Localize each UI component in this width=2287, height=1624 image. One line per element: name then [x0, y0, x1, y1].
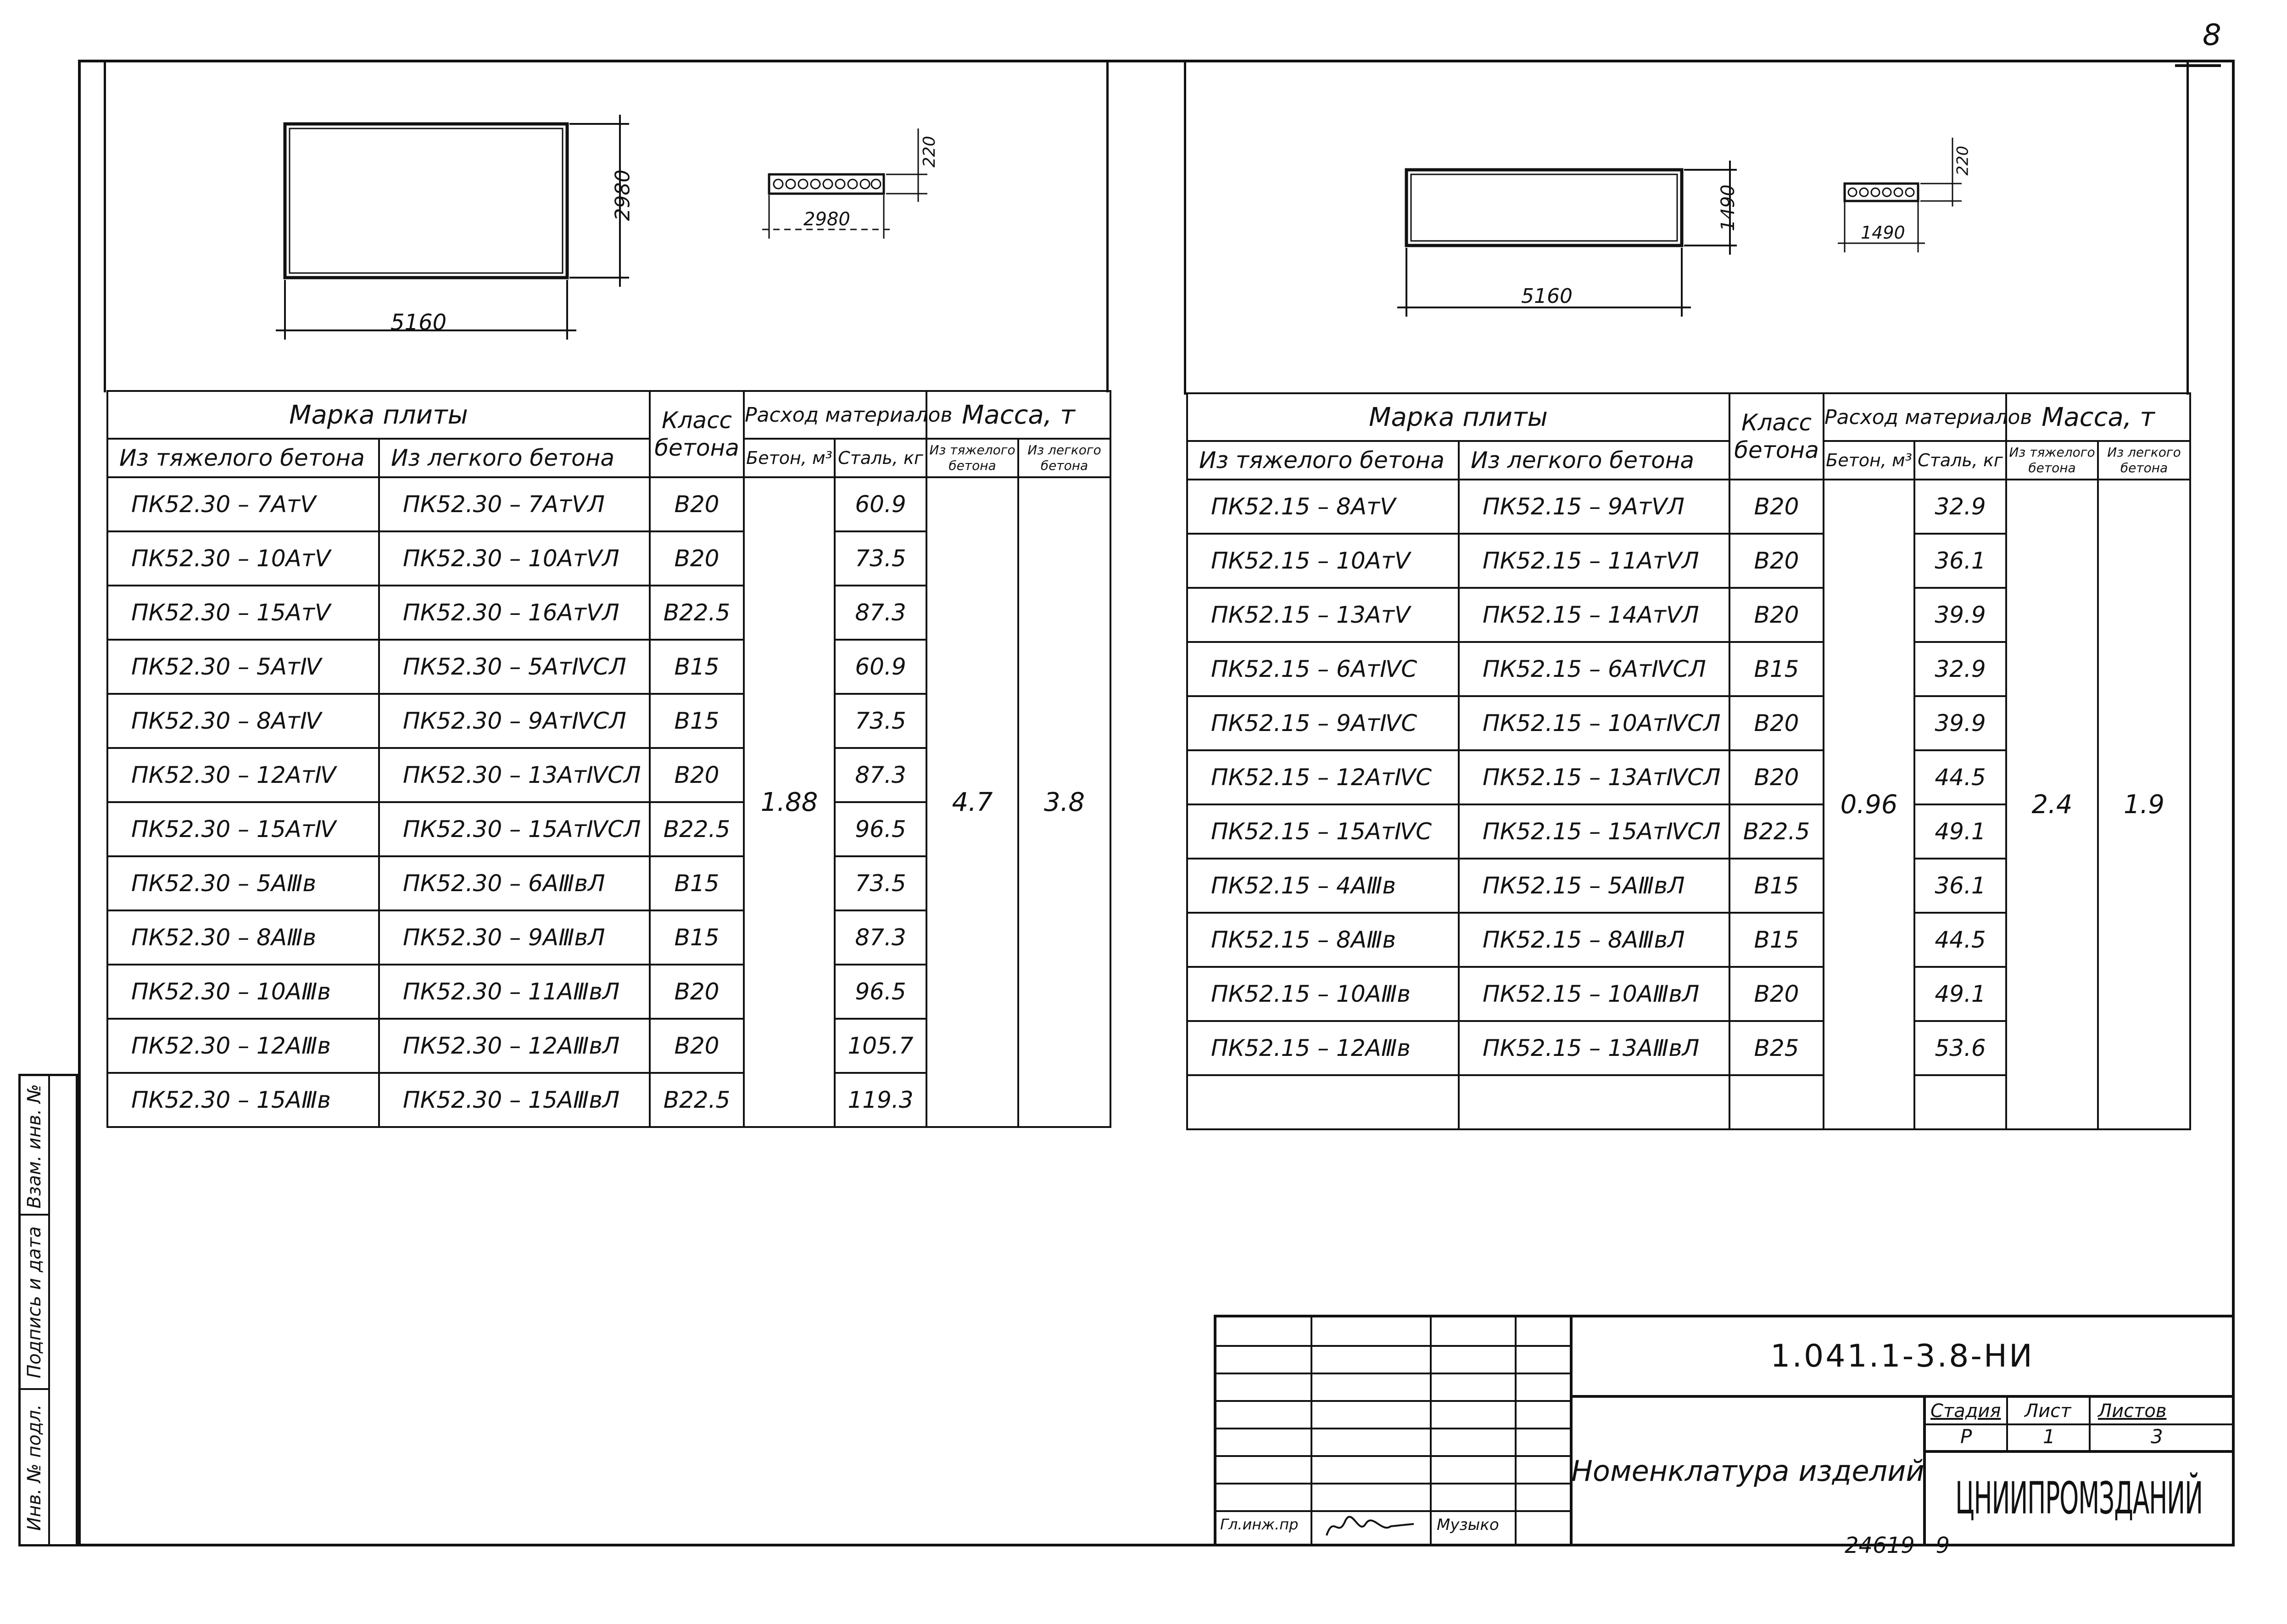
cell-class: В15 — [1729, 913, 1824, 967]
right-plan-length: 5160 — [1521, 285, 1573, 308]
cell-light: ПК52.15 – 8АⅢвЛ — [1459, 913, 1729, 967]
left-h-raskhod: Расход материалов — [744, 391, 926, 439]
cell-heavy: ПК52.15 – 4АⅢв — [1187, 859, 1459, 913]
left-plan-width: 2980 — [611, 169, 635, 221]
left-drawing-area — [104, 60, 1109, 392]
cell-steel: 96.5 — [835, 802, 926, 856]
right-mass-heavy: 2.4 — [2006, 480, 2098, 1129]
title-cell — [1573, 1398, 1926, 1544]
cell-class: В20 — [1729, 967, 1824, 1021]
left-mass-heavy: 4.7 — [926, 477, 1018, 1127]
stage-label: Стадия — [1930, 1401, 2001, 1422]
left-h-stal: Сталь, кг — [835, 439, 926, 477]
signature-grid — [1216, 1317, 1573, 1544]
cell-steel: 36.1 — [1914, 859, 2006, 913]
org-cell — [1926, 1453, 2232, 1544]
cell-heavy: ПК52.30 – 5АⅢв — [107, 856, 379, 910]
cell-light: ПК52.15 – 14АтⅤЛ — [1459, 588, 1729, 642]
cell-class: В20 — [1729, 750, 1824, 804]
role-label: Гл.инж.пр — [1220, 1516, 1299, 1533]
cell-heavy: ПК52.30 – 8АⅢв — [107, 910, 379, 965]
cell-class: В20 — [650, 965, 744, 1019]
left-concrete-volume: 1.88 — [744, 477, 835, 1127]
right-h-klass: Класс бетона — [1729, 393, 1824, 480]
left-plan-svg — [106, 60, 1111, 392]
right-h-light: Из легкого бетона — [1459, 441, 1729, 480]
cell-steel: 32.9 — [1914, 642, 2006, 696]
left-section-width: 2980 — [803, 209, 850, 230]
left-h-beton: Бетон, м³ — [744, 439, 835, 477]
cell-steel: 60.9 — [835, 640, 926, 694]
right-concrete-volume: 0.96 — [1824, 480, 1914, 1129]
right-drawing-area — [1184, 60, 2189, 395]
left-mass-light: 3.8 — [1018, 477, 1110, 1127]
side-stamp-inv: Инв. № подл. — [24, 1404, 45, 1531]
cell-steel: 87.3 — [835, 910, 926, 965]
right-h-marka: Марка плиты — [1187, 393, 1729, 441]
right-plan-svg — [1186, 60, 2191, 395]
cell-light: ПК52.30 – 9АⅢвЛ — [379, 910, 650, 965]
cell-light: ПК52.30 – 9АтⅣСЛ — [379, 694, 650, 748]
table-row — [107, 477, 1110, 531]
cell-class: В20 — [650, 531, 744, 586]
cell-light: ПК52.15 – 11АтⅤЛ — [1459, 534, 1729, 588]
table-row — [1187, 480, 2190, 534]
cell-class: В22.5 — [650, 802, 744, 856]
cell-class: В15 — [1729, 642, 1824, 696]
cell-class: В22.5 — [650, 1073, 744, 1127]
cell-steel: 96.5 — [835, 965, 926, 1019]
cell-light: ПК52.30 – 10АтⅤЛ — [379, 531, 650, 586]
cell-steel: 60.9 — [835, 477, 926, 531]
cell-light: ПК52.15 – 10АⅢвЛ — [1459, 967, 1729, 1021]
cell-light: ПК52.30 – 15АтⅣСЛ — [379, 802, 650, 856]
cell-heavy: ПК52.15 – 15АтⅣС — [1187, 804, 1459, 859]
side-stamp-vzam: Взам. инв. № — [24, 1084, 45, 1209]
cell-heavy: ПК52.30 – 10АтⅤ — [107, 531, 379, 586]
right-section-thickness: 220 — [1953, 145, 1972, 176]
right-section-width: 1490 — [1861, 223, 1905, 243]
cell-class: В15 — [650, 640, 744, 694]
cell-heavy: ПК52.15 – 12АⅢв — [1187, 1021, 1459, 1075]
side-stamp-podpis: Подпись и дата — [24, 1226, 45, 1378]
right-h-mheavy: Из тяжелого бетона — [2006, 441, 2098, 480]
sheets-value: 3 — [2151, 1425, 2163, 1448]
stage-value: Р — [1960, 1425, 1972, 1448]
cell-steel: 87.3 — [835, 586, 926, 640]
cell-heavy: ПК52.30 – 15АтⅣ — [107, 802, 379, 856]
cell-steel: 49.1 — [1914, 804, 2006, 859]
cell-light: ПК52.30 – 6АⅢвЛ — [379, 856, 650, 910]
cell-class: В20 — [650, 477, 744, 531]
bottom-number: 24619 9 — [1845, 1533, 1950, 1558]
cell-light: ПК52.30 – 12АⅢвЛ — [379, 1019, 650, 1073]
side-stamp — [18, 1074, 78, 1546]
cell-heavy: ПК52.30 – 12АⅢв — [107, 1019, 379, 1073]
name-label: Музыко — [1437, 1516, 1499, 1534]
right-h-heavy: Из тяжелого бетона — [1187, 441, 1459, 480]
cell-heavy: ПК52.15 – 10АⅢв — [1187, 967, 1459, 1021]
cell-class: В20 — [1729, 480, 1824, 534]
cell-steel: 105.7 — [835, 1019, 926, 1073]
cell-steel: 119.3 — [835, 1073, 926, 1127]
left-plan-length: 5160 — [390, 310, 447, 335]
doc-title: Номенклатура изделий — [1571, 1454, 1924, 1488]
cell-light — [1459, 1075, 1729, 1129]
left-h-marka: Марка плиты — [107, 391, 650, 439]
cell-class: В20 — [1729, 696, 1824, 750]
cell-heavy: ПК52.15 – 12АтⅣС — [1187, 750, 1459, 804]
cell-class: В22.5 — [650, 586, 744, 640]
cell-heavy: ПК52.30 – 10АⅢв — [107, 965, 379, 1019]
left-h-mlight: Из легкого бетона — [1018, 439, 1110, 477]
cell-heavy: ПК52.15 – 13АтⅤ — [1187, 588, 1459, 642]
stage-grid — [1926, 1398, 2232, 1453]
cell-light: ПК52.30 – 5АтⅣСЛ — [379, 640, 650, 694]
cell-steel: 73.5 — [835, 531, 926, 586]
cell-light: ПК52.15 – 13АⅢвЛ — [1459, 1021, 1729, 1075]
cell-light: ПК52.30 – 13АтⅣСЛ — [379, 748, 650, 802]
cell-steel: 87.3 — [835, 748, 926, 802]
cell-heavy: ПК52.30 – 7АтⅤ — [107, 477, 379, 531]
cell-heavy: ПК52.15 – 10АтⅤ — [1187, 534, 1459, 588]
cell-light: ПК52.15 – 15АтⅣСЛ — [1459, 804, 1729, 859]
cell-class: В20 — [1729, 534, 1824, 588]
cell-light: ПК52.30 – 16АтⅤЛ — [379, 586, 650, 640]
signature-mark — [1322, 1510, 1423, 1542]
right-plan-width: 1490 — [1717, 184, 1739, 231]
cell-steel: 73.5 — [835, 856, 926, 910]
cell-light: ПК52.15 – 10АтⅣСЛ — [1459, 696, 1729, 750]
org-name: ЦНИИПРОМЗДАНИЙ — [1955, 1473, 2203, 1524]
cell-class: В25 — [1729, 1021, 1824, 1075]
cell-class — [1729, 1075, 1824, 1129]
right-h-stal: Сталь, кг — [1914, 441, 2006, 480]
cell-class: В15 — [650, 910, 744, 965]
cell-light: ПК52.15 – 6АтⅣСЛ — [1459, 642, 1729, 696]
left-h-massa: Масса, т — [926, 391, 1110, 439]
right-mass-light: 1.9 — [2098, 480, 2190, 1129]
cell-heavy: ПК52.30 – 12АтⅣ — [107, 748, 379, 802]
cell-steel: 44.5 — [1914, 913, 2006, 967]
cell-heavy — [1187, 1075, 1459, 1129]
sheet-label: Лист — [2025, 1401, 2071, 1422]
left-section-thickness: 220 — [920, 136, 939, 167]
cell-light: ПК52.15 – 9АтⅤЛ — [1459, 480, 1729, 534]
cell-light: ПК52.15 – 5АⅢвЛ — [1459, 859, 1729, 913]
cell-class: В22.5 — [1729, 804, 1824, 859]
cell-steel: 44.5 — [1914, 750, 2006, 804]
sheet-value: 1 — [2043, 1425, 2055, 1448]
cell-heavy: ПК52.30 – 5АтⅣ — [107, 640, 379, 694]
cell-steel: 36.1 — [1914, 534, 2006, 588]
cell-steel — [1914, 1075, 2006, 1129]
cell-heavy: ПК52.15 – 9АтⅣС — [1187, 696, 1459, 750]
right-h-mlight: Из легкого бетона — [2098, 441, 2190, 480]
cell-light: ПК52.30 – 15АⅢвЛ — [379, 1073, 650, 1127]
cell-class: В15 — [650, 694, 744, 748]
left-h-klass: Класс бетона — [650, 391, 744, 477]
doc-code-cell — [1573, 1317, 2232, 1398]
left-h-mheavy: Из тяжелого бетона — [926, 439, 1018, 477]
cell-steel: 32.9 — [1914, 480, 2006, 534]
cell-heavy: ПК52.30 – 8АтⅣ — [107, 694, 379, 748]
cell-heavy: ПК52.30 – 15АтⅤ — [107, 586, 379, 640]
left-h-heavy: Из тяжелого бетона — [107, 439, 379, 477]
cell-class: В20 — [650, 1019, 744, 1073]
doc-code: 1.041.1-3.8-НИ — [1770, 1338, 2034, 1374]
cell-heavy: ПК52.15 – 8АⅢв — [1187, 913, 1459, 967]
right-h-raskhod: Расход материалов — [1824, 393, 2006, 441]
left-h-light: Из легкого бетона — [379, 439, 650, 477]
cell-heavy: ПК52.15 – 8АтⅤ — [1187, 480, 1459, 534]
cell-light: ПК52.15 – 13АтⅣСЛ — [1459, 750, 1729, 804]
right-h-beton: Бетон, м³ — [1824, 441, 1914, 480]
right-spec-table — [1186, 392, 2191, 1130]
cell-class: В15 — [1729, 859, 1824, 913]
cell-light: ПК52.30 – 11АⅢвЛ — [379, 965, 650, 1019]
cell-class: В15 — [650, 856, 744, 910]
left-spec-table — [106, 390, 1111, 1128]
cell-steel: 39.9 — [1914, 696, 2006, 750]
sheets-label: Листов — [2098, 1401, 2167, 1422]
right-h-massa: Масса, т — [2006, 393, 2190, 441]
cell-steel: 73.5 — [835, 694, 926, 748]
cell-class: В20 — [1729, 588, 1824, 642]
cell-heavy: ПК52.30 – 15АⅢв — [107, 1073, 379, 1127]
cell-steel: 53.6 — [1914, 1021, 2006, 1075]
cell-heavy: ПК52.15 – 6АтⅣС — [1187, 642, 1459, 696]
cell-light: ПК52.30 – 7АтⅤЛ — [379, 477, 650, 531]
cell-class: В20 — [650, 748, 744, 802]
page-number: 8 — [2203, 18, 2221, 52]
title-block — [1214, 1315, 2235, 1546]
cell-steel: 49.1 — [1914, 967, 2006, 1021]
cell-steel: 39.9 — [1914, 588, 2006, 642]
